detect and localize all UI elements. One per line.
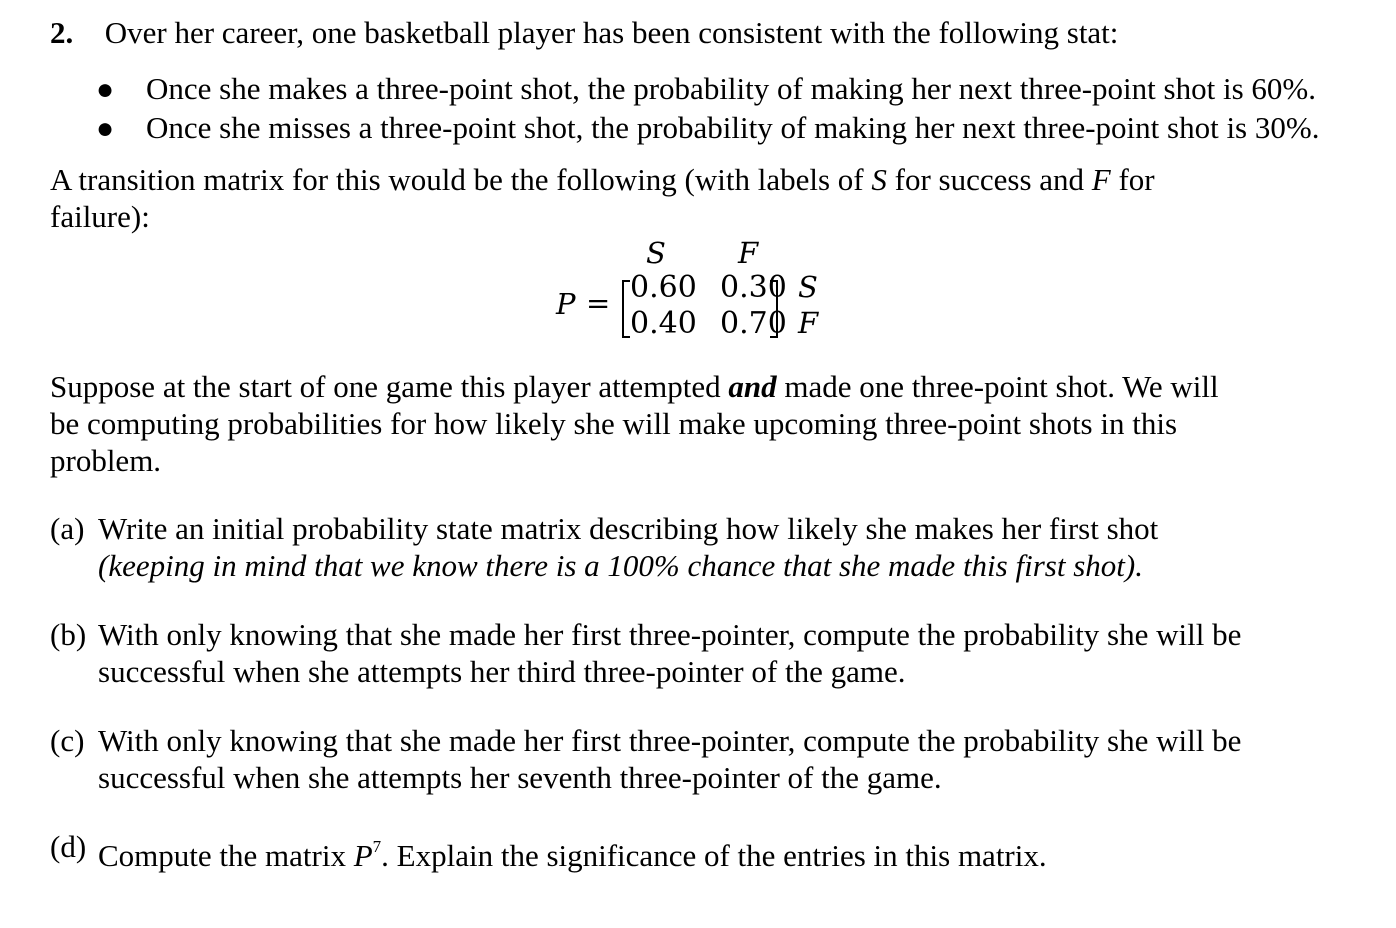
left-bracket (622, 280, 630, 338)
part-a-label: (a) (50, 511, 85, 546)
part-c-line-2: successful when she attempts her seventh three-pointer of the game. (98, 760, 942, 795)
matrix-cell-FF: 0.70 (720, 306, 787, 341)
part-d-matrix-P: P (353, 838, 373, 873)
part-a-line-1: Write an initial probability state matrix describing how likely she makes her first shot (98, 511, 1159, 546)
matrix-cell-SF: 0.30 (720, 270, 787, 305)
part-c-line-1: With only knowing that she made her first three-pointer, compute the probability she will be (98, 723, 1242, 758)
matrix-intro-S: S (871, 162, 887, 197)
suppose-text-b: made one three-point shot. We will (776, 369, 1219, 404)
row-label-S: S (798, 270, 818, 304)
bullet-dot-icon: ● (96, 112, 115, 145)
suppose-line-3: problem. (50, 443, 162, 478)
suppose-text-a: Suppose at the start of one game this player attempted (50, 369, 729, 404)
problem-header (50, 14, 1118, 51)
bullet-1-text: Once she makes a three-point shot, the probability of making her next three-point shot is 60%. (146, 71, 1316, 106)
part-b-label: (b) (50, 617, 87, 652)
bullet-2-text: Once she misses a three-point shot, the probability of making her next three-point shot is 30%. (146, 110, 1320, 145)
bullet-dot-icon: ● (96, 73, 115, 106)
part-d-exponent: 7 (372, 837, 382, 856)
col-label-F: F (738, 236, 759, 270)
suppose-and: and (728, 369, 777, 404)
part-d-text-b: . Explain the significance of the entries in this matrix. (381, 838, 1047, 873)
matrix-intro-text-a: A transition matrix for this would be the following (with labels of (50, 162, 872, 197)
matrix-intro-line-1 (50, 161, 1155, 198)
part-b-line-1: With only knowing that she made her first three-pointer, compute the probability she will be (98, 617, 1242, 652)
part-d-label: (d) (50, 829, 87, 864)
suppose-line-2: be computing probabilities for how likely she will make upcoming three-point shots in this (50, 406, 1178, 441)
suppose-line-1 (50, 368, 1219, 405)
equals-sign: = (586, 286, 611, 320)
col-label-S: S (646, 236, 666, 270)
bullet-1 (96, 70, 114, 108)
matrix-intro-line-2: failure): (50, 199, 150, 234)
part-b-line-2: successful when she attempts her third three-pointer of the game. (98, 654, 906, 689)
part-d-line (98, 828, 1047, 874)
matrix-intro-text-b: for success and (886, 162, 1092, 197)
bullet-2 (96, 109, 114, 147)
part-c-label: (c) (50, 723, 85, 758)
matrix-intro-F: F (1091, 162, 1111, 197)
row-label-F: F (798, 306, 819, 340)
matrix-intro-text-c: for (1110, 162, 1155, 197)
matrix-name: P (556, 287, 576, 321)
matrix-cell-FS: 0.40 (630, 306, 697, 341)
matrix-cell-SS: 0.60 (630, 270, 697, 305)
problem-number: 2. (50, 15, 74, 50)
part-d-text-a: Compute the matrix (98, 838, 354, 873)
problem-intro: Over her career, one basketball player has been consistent with the following stat: (104, 15, 1119, 50)
part-a-line-2: (keeping in mind that we know there is a 100% chance that she made this first shot). (98, 548, 1143, 583)
